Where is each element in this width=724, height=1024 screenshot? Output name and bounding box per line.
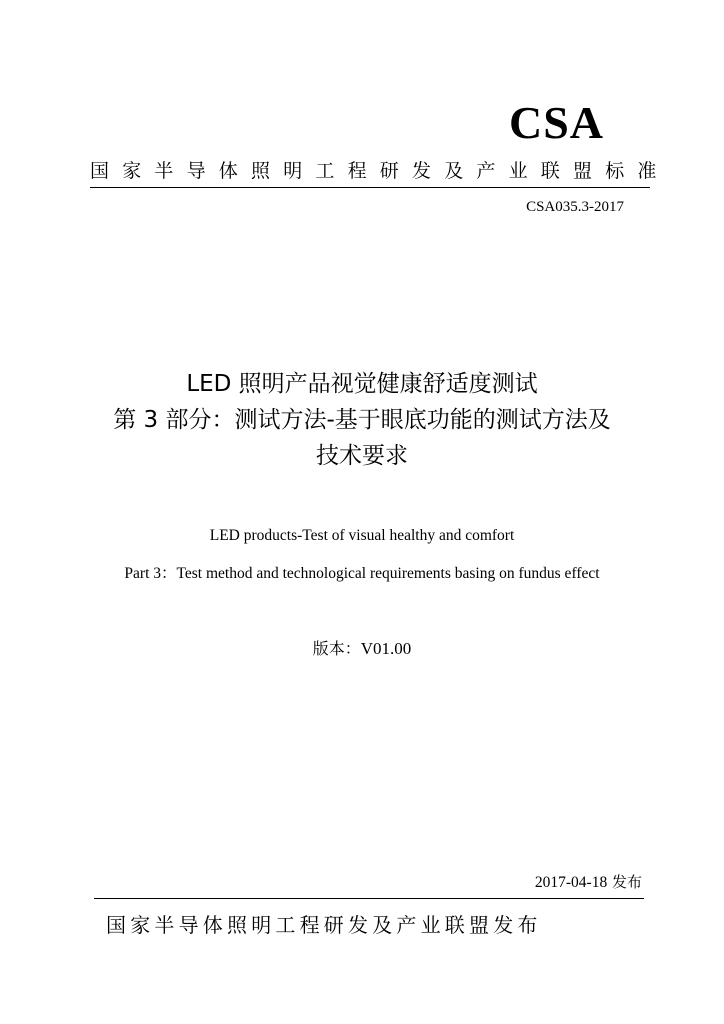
version-info (0, 639, 724, 659)
version-value: V01.00 (360, 639, 412, 658)
standard-number: CSA035.3-2017 (526, 199, 624, 215)
csa-logo: CSA (508, 97, 604, 148)
chinese-title (0, 366, 724, 474)
english-title-line-2: Part 3：Test method and technological requirements basing on fundus effect (124, 565, 600, 582)
release-date-value: 2017-04-18 (534, 874, 608, 891)
footer-divider (94, 898, 644, 899)
english-title-line-1: LED products-Test of visual healthy and comfort (209, 527, 515, 544)
title-line-2: 第 3 部分：测试方法-基于眼底功能的测试方法及 (113, 407, 611, 433)
version-label: 版本： (312, 639, 361, 658)
title-line-3: 技术要求 (316, 443, 408, 469)
title-line-1: LED 照明产品视觉健康舒适度测试 (186, 371, 538, 397)
publisher: 国家半导体照明工程研发及产业联盟发布 (106, 913, 542, 937)
organization-standard-header: 国家半导体照明工程研发及产业联盟标准 (90, 160, 670, 182)
release-date (535, 873, 642, 893)
header-divider (90, 187, 650, 188)
release-date-suffix: 发布 (607, 873, 642, 891)
